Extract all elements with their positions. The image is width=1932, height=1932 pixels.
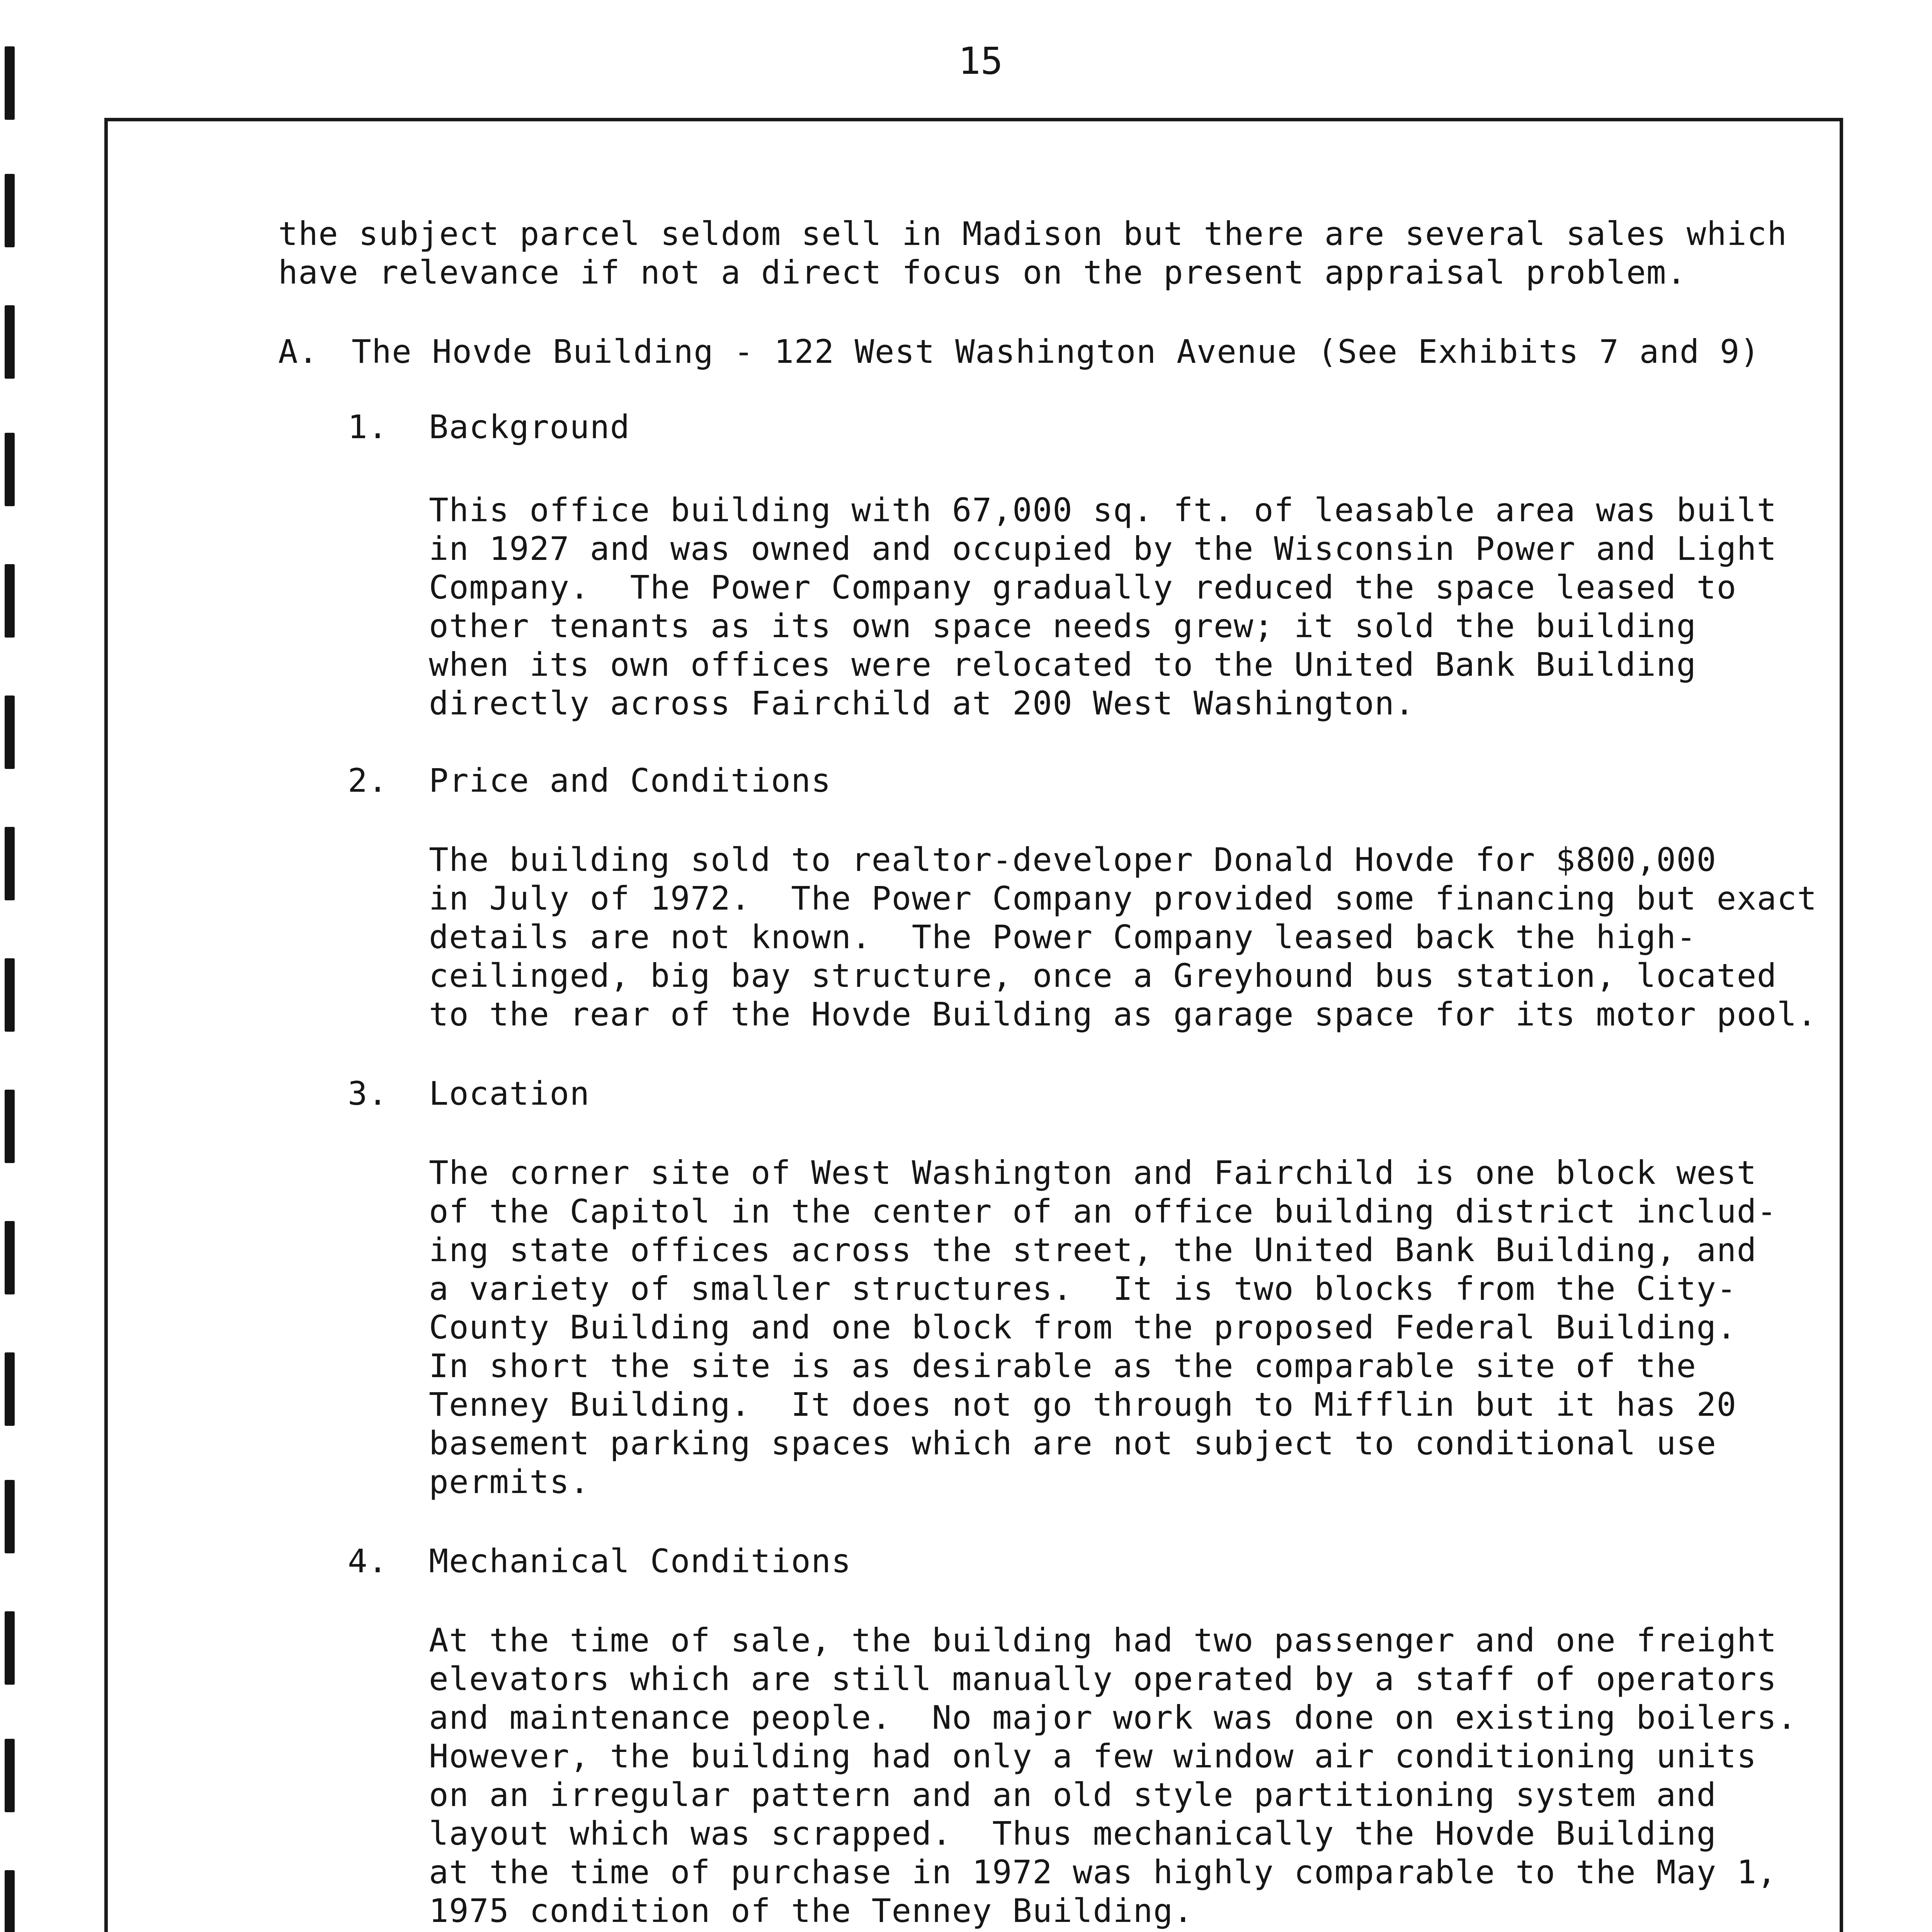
paragraph-line: However, the building had only a few window air conditioning units xyxy=(429,1737,1757,1775)
paragraph-line: other tenants as its own space needs grew; it sold the building xyxy=(429,607,1697,645)
paragraph-line: At the time of sale, the building had two passenger and one freight xyxy=(429,1621,1777,1659)
paragraph-line: in July of 1972. The Power Company provided some financing but exact xyxy=(429,879,1817,917)
paragraph-line: The corner site of West Washington and Fairchild is one block west xyxy=(429,1154,1757,1192)
subsection-title: Location xyxy=(429,1075,590,1112)
paragraph-line: Tenney Building. It does not go through to Mifflin but it has 20 xyxy=(429,1386,1737,1423)
binder-hole xyxy=(5,827,15,900)
paragraph-line: when its own offices were relocated to the United Bank Building xyxy=(429,646,1697,684)
subsection-number: 2. xyxy=(348,762,388,799)
binder-hole xyxy=(5,1739,15,1812)
subsection-title: Mechanical Conditions xyxy=(429,1542,852,1580)
binder-hole xyxy=(5,1090,15,1163)
binder-hole xyxy=(5,958,15,1032)
subsection-number: 1. xyxy=(348,408,388,446)
subsection-number: 4. xyxy=(348,1542,388,1580)
binder-hole xyxy=(5,1352,15,1426)
paragraph-line: 1975 condition of the Tenney Building. xyxy=(429,1892,1194,1930)
paragraph-line: The building sold to realtor-developer Donald Hovde for $800,000 xyxy=(429,841,1717,879)
section-marker: A. xyxy=(278,333,319,371)
binder-hole xyxy=(5,305,15,379)
paragraph-line: on an irregular pattern and an old style partitioning system and xyxy=(429,1776,1717,1814)
binder-hole xyxy=(5,1480,15,1553)
paragraph-line: This office building with 67,000 sq. ft. of leasable area was built xyxy=(429,491,1777,529)
intro-line: the subject parcel seldom sell in Madison but there are several sales which xyxy=(278,215,1787,253)
paragraph-line: in 1927 and was owned and occupied by the Wisconsin Power and Light xyxy=(429,530,1777,568)
binder-hole xyxy=(5,174,15,247)
paragraph-line: layout which was scrapped. Thus mechanically the Hovde Building xyxy=(429,1815,1717,1852)
subsection-title: Price and Conditions xyxy=(429,762,832,799)
page-number: 15 xyxy=(958,39,1003,83)
paragraph-line: and maintenance people. No major work was done on existing boilers. xyxy=(429,1699,1797,1736)
binder-hole xyxy=(5,1221,15,1294)
subsection-title: Background xyxy=(429,408,630,446)
paragraph-line: details are not known. The Power Company leased back the high- xyxy=(429,918,1697,956)
paragraph-line: In short the site is as desirable as the comparable site of the xyxy=(429,1347,1697,1385)
paragraph-line: basement parking spaces which are not subject to conditional use xyxy=(429,1424,1717,1462)
binder-hole xyxy=(5,433,15,506)
paragraph-line: Company. The Power Company gradually reduced the space leased to xyxy=(429,568,1737,606)
section-heading: The Hovde Building - 122 West Washington Avenue (See Exhibits 7 and 9) xyxy=(352,333,1760,371)
paragraph-line: elevators which are still manually operated by a staff of operators xyxy=(429,1660,1777,1698)
paragraph-line: permits. xyxy=(429,1463,590,1501)
binder-hole xyxy=(5,1870,15,1932)
binder-hole xyxy=(5,696,15,769)
binder-hole xyxy=(5,1611,15,1685)
paragraph-line: of the Capitol in the center of an office building district includ- xyxy=(429,1192,1777,1230)
paragraph-line: to the rear of the Hovde Building as garage space for its motor pool. xyxy=(429,995,1817,1033)
paragraph-line: County Building and one block from the proposed Federal Building. xyxy=(429,1308,1737,1346)
binder-hole xyxy=(5,564,15,638)
paragraph-line: directly across Fairchild at 200 West Washington. xyxy=(429,684,1415,722)
binder-hole xyxy=(5,46,15,120)
intro-line: have relevance if not a direct focus on the present appraisal problem. xyxy=(278,253,1687,291)
paragraph-line: ing state offices across the street, the United Bank Building, and xyxy=(429,1231,1757,1269)
subsection-number: 3. xyxy=(348,1075,388,1112)
paragraph-line: at the time of purchase in 1972 was highly comparable to the May 1, xyxy=(429,1853,1777,1891)
paragraph-line: ceilinged, big bay structure, once a Greyhound bus station, located xyxy=(429,957,1777,995)
paragraph-line: a variety of smaller structures. It is two blocks from the City- xyxy=(429,1270,1737,1308)
